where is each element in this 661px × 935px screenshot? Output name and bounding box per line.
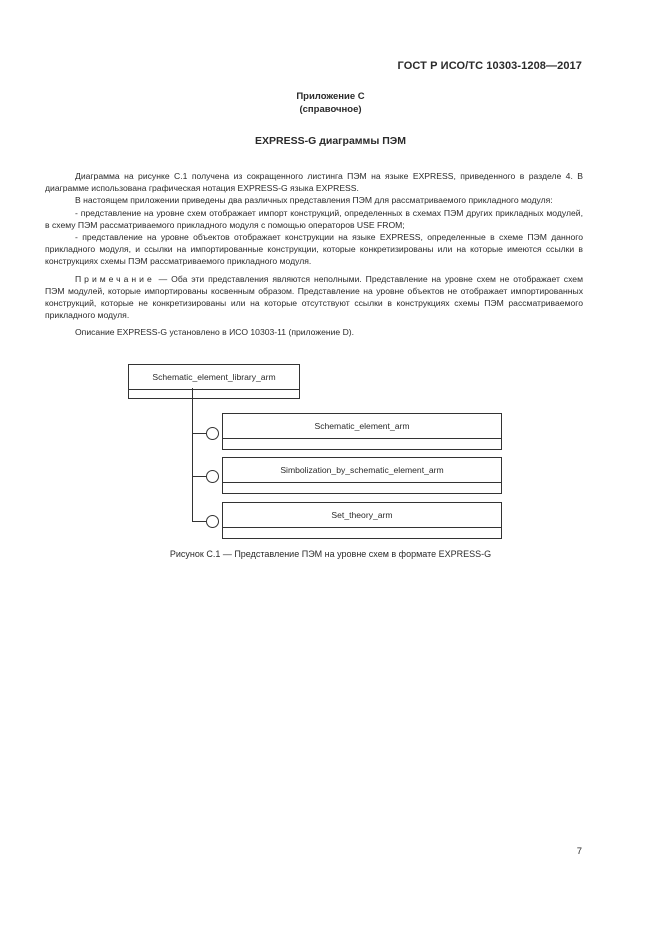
circle-icon [206, 515, 219, 528]
annex-title: Приложение С [296, 91, 365, 102]
child-schema-box [222, 457, 502, 494]
connector-branch [192, 476, 206, 477]
connector-branch [192, 521, 206, 522]
document-code: ГОСТ Р ИСО/ТС 10303-1208—2017 [397, 60, 582, 72]
connector-trunk [192, 388, 193, 522]
box-divider [223, 527, 501, 528]
child-schema-label: Set_theory_arm [331, 510, 393, 520]
circle-icon [206, 470, 219, 483]
annex-heading [0, 90, 661, 116]
box-divider [129, 389, 299, 390]
note-paragraph [45, 273, 583, 322]
box-divider [223, 438, 501, 439]
child-schema-label: Simbolization_by_schematic_element_arm [280, 465, 444, 475]
annex-subtitle: (справочное) [299, 104, 362, 115]
child-schema-label: Schematic_element_arm [314, 421, 410, 431]
paragraph-4: - представление на уровне объектов отображает конструкции на языке EXPRESS, определенные в схеме ПЭМ данного прикладного модуля, и ссылки на импортированные конструкции, которые конкретизированы или на которые имеются ссылки в конструкциях схемы ПЭМ рассматриваемого прикладного модуля. [45, 232, 583, 267]
child-schema-box [222, 502, 502, 539]
note-label: Примечание [75, 273, 155, 284]
note-text: — Оба эти представления являются неполными. Представление на уровне схем не отображает схем ПЭМ модулей, которые импортированы косвенным образом. Представление на уровне объектов не отображает импортированных конструкций, которые не конкретизированы или на которые отсутствуют ссылки в конструкциях схемы ПЭМ рассматриваемого прикладного модуля. [45, 273, 583, 321]
paragraph-3: - представление на уровне схем отображает импорт конструкций, определенных в схемах ПЭМ других прикладных модулей, в схему ПЭМ рассматриваемого прикладного модуля с помощью операторов USE FROM; [45, 207, 583, 230]
circle-icon [206, 427, 219, 440]
figure-caption: Рисунок С.1 — Представление ПЭМ на уровне схем в формате EXPRESS-G [169, 549, 492, 559]
body-text [45, 170, 583, 339]
box-divider [223, 482, 501, 483]
paragraph-2: В настоящем приложении приведены два различных представления ПЭМ для рассматриваемого прикладного модуля: [75, 195, 553, 206]
paragraph-5: Описание EXPRESS-G установлено в ИСО 10303-11 (приложение D). [75, 327, 355, 338]
paragraph-1: Диаграмма на рисунке С.1 получена из сокращенного листинга ПЭМ на языке EXPRESS, приведенного в разделе 4. В диаграмме использована графическая нотация EXPRESS-G языка EXPRESS. [45, 171, 583, 194]
section-title: EXPRESS-G диаграммы ПЭМ [255, 135, 406, 147]
child-schema-box [222, 413, 502, 450]
root-schema-box [128, 364, 300, 399]
page-number: 7 [576, 846, 582, 857]
root-schema-label: Schematic_element_library_arm [152, 372, 276, 382]
connector-branch [192, 433, 206, 434]
